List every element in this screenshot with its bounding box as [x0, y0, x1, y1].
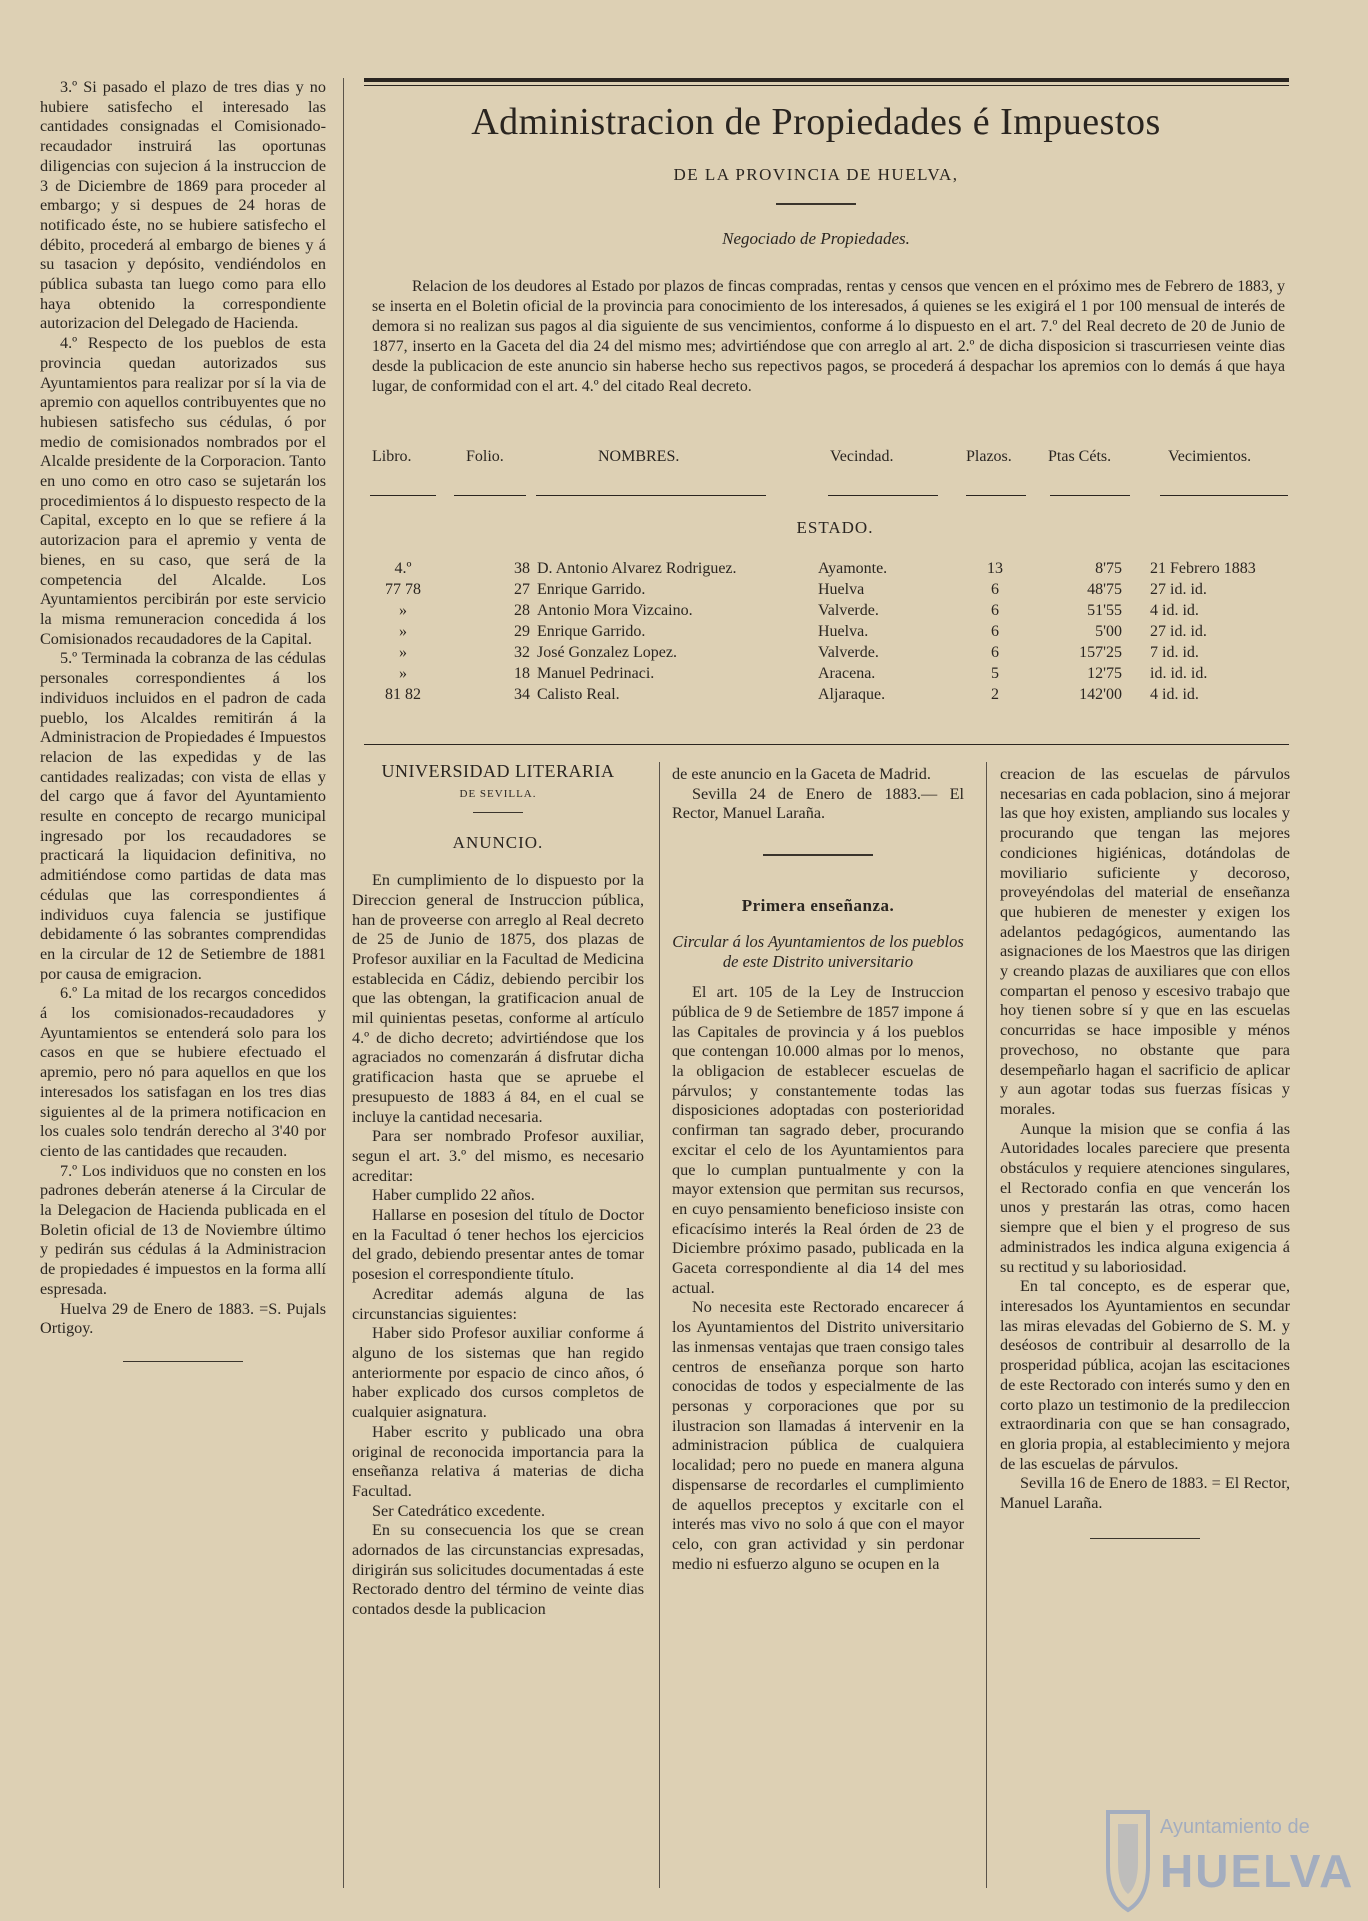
cell-libro: » — [399, 665, 407, 682]
table-header-rule — [828, 495, 938, 496]
cell-folio: 38 — [514, 560, 530, 577]
table-row — [0, 686, 1368, 707]
right-signature: Sevilla 16 de Enero de 1883. = El Rector, Manuel Laraña. — [1000, 1474, 1290, 1513]
table-row — [0, 623, 1368, 644]
cell-nombre: Antonio Mora Vizcaino. — [537, 602, 693, 619]
cell-ptas: 12'75 — [1087, 665, 1122, 682]
table-header-rule — [1160, 495, 1288, 496]
university-paragraph: Acreditar además alguna de las circunstancias siguientes: — [352, 1284, 644, 1323]
university-paragraph: Haber escrito y publicado una obra original de reconocida importancia para la enseñanza relativa á materias de dicha Facultad. — [352, 1422, 644, 1500]
table-row — [0, 644, 1368, 665]
column-divider-left — [343, 78, 344, 1888]
right-paragraph: creacion de las escuelas de párvulos necesarias en cada poblacion, sino á mejorar las que hoy existen, ampliando sus locales y procurando que tengan las mejores condiciones higiénicas, dotándolas de moviliario suficiente y decoroso, proveyéndolas del material de enseñanza que hubieren de menester y exigen los adelantos pedagógicos, aumentando las asignaciones de los Maestros que las dirigen y creando plazas de auxiliares que con ellos compartan el penoso y escesivo trabajo que hoy tienen sobre sí y que en las escuelas concurridas se hace imposible y ménos provechoso, no obstante que para desempeñarlo hagan el sacrificio de aplicar y aun agotar todas sus fuerzas físicas y morales. — [1000, 765, 1290, 1118]
table-header-vecindad: Vecindad. — [830, 448, 894, 465]
university-column — [352, 762, 644, 1620]
cell-vencimiento: 27 id. id. — [1150, 623, 1207, 640]
watermark-line1: Ayuntamiento de — [1160, 1816, 1310, 1838]
notice-paragraph: Relacion de los deudores al Estado por plazos de fincas compradas, rentas y censos que vencen en el próximo mes de Febrero de 1883, y se inserta en el Boletin oficial de la provincia para conocimiento de los interesados, á quienes se les exigirá el 1 por 100 mensual de interés de demora si no realizan sus pagos al dia siguiente de sus vencimientos, conforme á lo dispuesto en el art. 7.º del Real decreto de 20 de Junio de 1877, inserto en la Gaceta del dia 24 del mismo mes; advirtiéndose que con arreglo al art. 2.º de dicha disposicion si trascurriesen veinte dias desde la publicacion de este anuncio sin haberse hecho sus repectivos pagos, se procederá á despachar los apremios con lo demás á que haya lugar, de conformidad con el art. 4.º del citado Real decreto. — [372, 278, 1285, 395]
table-header-rule — [966, 495, 1026, 496]
cell-ptas: 5'00 — [1095, 623, 1122, 640]
table-row — [0, 581, 1368, 602]
archive-watermark — [1104, 1806, 1355, 1916]
table-header-nombres: NOMBRES. — [598, 448, 680, 465]
cell-vencimiento: 21 Febrero 1883 — [1150, 560, 1256, 577]
table-header-rule — [536, 495, 766, 496]
table-header-vencimientos: Vecimientos. — [1168, 448, 1252, 465]
cell-plazos: 6 — [991, 602, 999, 619]
table-bottom-rule — [364, 744, 1289, 745]
table-row — [0, 602, 1368, 623]
cell-ptas: 8'75 — [1095, 560, 1122, 577]
right-end-rule — [1090, 1538, 1200, 1539]
right-paragraph: En tal concepto, es de esperar que, interesados los Ayuntamientos en secundar las miras elevadas del Gobierno de S. M. y deséosos de contribuir al desarrollo de la prosperidad pública, acojan las escitaciones de este Rectorado con interés sumo y den en corto plazo un testimonio de la predileccion extraordinaria con que se han consagrado, en gloria propia, al establecimiento y mejora de las escuelas de párvulos. — [1000, 1277, 1290, 1473]
circular-title: Circular á los Ayuntamientos de los pueblos de este Distrito universitario — [672, 931, 964, 971]
primera-ensenanza-heading: Primera enseñanza. — [741, 896, 895, 916]
middle-paragraph: No necesita este Rectorado encarecer á los Ayuntamientos del Distrito universitario las inmensas ventajas que traen consigo tales centros de enseñanza porque son harto conocidas de todos y especialmente de las personas y corporaciones que por su ilustracion son llamadas á intervenir en la administracion pública de cualquiera localidad; pero no puede en manera alguna dispensarse de recordarles el cumplimiento de aquellos preceptos y excitarle con el interés mas vivo no solo á que con el mayor celo, con gran actividad y sin perdonar medio ni esfuerzo alguno se ocupen en la — [672, 1298, 964, 1573]
cell-vencimiento: 27 id. id. — [1150, 581, 1207, 598]
university-title: UNIVERSIDAD LITERARIA — [381, 761, 615, 781]
cell-libro: 77 78 — [385, 581, 421, 598]
cell-vecindad: Valverde. — [818, 602, 879, 619]
left-paragraph: 7.º Los individuos que no consten en los padrones deberán atenerse á la Circular de la Delegacion de Hacienda publicada en el Boletin oficial de 13 de Noviembre último y pedirán sus cédulas á la Administracion de propiedades é impuestos en la forma allí espresada. — [40, 1161, 326, 1298]
left-paragraph: 3.º Si pasado el plazo de tres dias y no hubiere satisfecho el interesado las cantidades consignadas el Comisionado-recaudador instruirá las oportunas diligencias con sujecion á la instruccion de 3 de Diciembre de 1869 para proceder al embargo; y si despues de 24 horas de notificado éste, no se hubiere satisfecho el débito, procederá al embargo de bienes y á su tasacion y depósito, vendiéndolos en pública subasta tan luego como para ello haya obtenido la correspondiente autorizacion del Delegado de Hacienda. — [40, 78, 326, 333]
left-paragraph: 5.º Terminada la cobranza de las cédulas personales correspondientes á los individuos incluidos en el padron de cada pueblo, los Alcaldes remitirán á la Administracion de Propiedades é Impuestos relacion de las expedidas y de las cantidades realizadas; con vista de ellas y del cargo que á favor del Ayuntamiento resulte en concepto de recargo municipal ingresado por los recaudadores se practicará la liquidacion definitiva, no admitiéndose como partidas de data mas cédulas que las correspondientes á individuos cuya falencia se justifique debidamente ó las sobrantes comprendidas en la circular de 12 de Setiembre de 1881 por causa de emigracion. — [40, 649, 326, 983]
column-divider-middle-2 — [986, 762, 987, 1888]
page-subtitle: DE LA PROVINCIA DE HUELVA, — [673, 165, 959, 184]
middle-signature: Sevilla 24 de Enero de 1883.— El Rector, Manuel Laraña. — [672, 784, 964, 823]
cell-plazos: 13 — [987, 560, 1003, 577]
cell-libro: » — [399, 623, 407, 640]
table-header-rule — [370, 495, 436, 496]
cell-vecindad: Huelva. — [818, 623, 869, 640]
left-end-rule — [123, 1361, 243, 1362]
university-paragraph: Haber cumplido 22 años. — [372, 1186, 535, 1205]
cell-plazos: 6 — [991, 623, 999, 640]
university-subtitle: DE SEVILLA. — [459, 787, 537, 800]
section-heading: Negociado de Propiedades. — [722, 229, 910, 248]
university-paragraph: En cumplimiento de lo dispuesto por la Direccion general de Instruccion pública, han de proveerse con arreglo al Real decreto de 25 de Junio de 1875, dos plazas de Profesor auxiliar en la Facultad de Medicina establecida en Cádiz, debiendo percibir los que las obtengan, la gratificacion anual de mil quinientas pesetas, conforme al artículo 4.º de dicho decreto; advirtiéndose que los agraciados no comenzarán á disfrutar dicha gratificacion hasta que se apruebe el presupuesto de 1883 á 84, en el cual se incluye la cantidad necesaria. — [352, 871, 644, 1126]
cell-libro: 81 82 — [385, 686, 421, 703]
cell-nombre: D. Antonio Alvarez Rodriguez. — [537, 560, 737, 577]
left-paragraph: 4.º Respecto de los pueblos de esta provincia quedan autorizados sus Ayuntamientos para realizar por sí la via de apremio con aquellos contribuyentes que no hubiesen satisfecho sus cédulas, ó por medio de comisionados nombrados por el Alcalde presidente de la Corporacion. Tanto en uno como en otro caso se sujetarán los procedimientos á lo dispuesto respecto de la Capital, excepto en lo que se refiere á la autorizacion para el apremio y venta de bienes, en su caso, que será de la competencia del Alcalde. Los Ayuntamientos percibirán por este servicio la misma remuneracion concedida á los Comisionados recaudadores de la Capital. — [40, 334, 326, 648]
cell-folio: 18 — [514, 665, 530, 682]
page-title: Administracion de Propiedades é Impuestos — [471, 101, 1161, 143]
cell-nombre: Enrique Garrido. — [537, 623, 646, 640]
table-header-rule — [454, 495, 526, 496]
cell-vencimiento: 4 id. id. — [1150, 686, 1199, 703]
right-paragraph: Aunque la mision que se confia á las Autoridades locales pareciere que presenta obstáculos y requiere atenciones singulares, el Rectorado confia en que vencerán los unos y prestarán las otras, como hacen siempre que el bien y el progreso de sus administrados les indica alguna exigencia á su rectitud y su laboriosidad. — [1000, 1119, 1290, 1276]
cell-plazos: 5 — [991, 665, 999, 682]
left-column — [40, 78, 326, 1362]
university-paragraph: Ser Catedrático excedente. — [372, 1501, 546, 1520]
table-header-libro: Libro. — [372, 448, 412, 465]
anuncio-heading: ANUNCIO. — [452, 833, 544, 853]
university-paragraph: Para ser nombrado Profesor auxiliar, segun el art. 3.º del mismo, es necesario acreditar: — [352, 1127, 644, 1185]
cell-nombre: Enrique Garrido. — [537, 581, 646, 598]
cell-libro: » — [399, 644, 407, 661]
cell-ptas: 51'55 — [1087, 602, 1122, 619]
subtitle-rule — [776, 203, 856, 205]
cell-vencimiento: 7 id. id. — [1150, 644, 1199, 661]
table-header-plazos: Plazos. — [966, 448, 1012, 465]
cell-folio: 34 — [514, 686, 530, 703]
table-section-label: ESTADO. — [796, 518, 874, 537]
cell-vecindad: Ayamonte. — [818, 560, 888, 577]
cell-vecindad: Valverde. — [818, 644, 879, 661]
middle-column — [672, 765, 964, 1574]
cell-ptas: 48'75 — [1087, 581, 1122, 598]
university-paragraph: Haber sido Profesor auxiliar conforme á alguno de los sistemas que han regido anteriormente por espacio de cinco años, ó haber explicado dos cursos completos de cualquier asignatura. — [352, 1324, 644, 1422]
middle-continuation: de este anuncio en la Gaceta de Madrid. — [672, 765, 931, 783]
table-row — [0, 560, 1368, 581]
table-header-ptas: Ptas Céts. — [1048, 448, 1112, 465]
middle-paragraph: El art. 105 de la Ley de Instruccion pública de 9 de Setiembre de 1857 impone á las Capitales de provincia y á los pueblos que contengan 10.000 almas por lo menos, la obligacion de establecer escuelas de párvulos; y constantemente todas las disposiciones adoptadas con posterioridad confirman tan sagrado deber, procurando excitar el celo de los Ayuntamientos para que lo cumplan puntualmente y con la mayor extension que permitan sus recursos, en cuyo pensamiento beneficioso insiste con eficacísimo interés la Real órden de 23 de Diciembre próximo pasado, publicada en la Gaceta correspondiente al dia 14 del mes actual. — [672, 983, 964, 1297]
left-signature: Huelva 29 de Enero de 1883. =S. Pujals Ortigoy. — [40, 1299, 326, 1338]
cell-folio: 32 — [514, 644, 530, 661]
table-row — [0, 665, 1368, 686]
table-header-folio: Folio. — [466, 448, 504, 465]
cell-nombre: Calisto Real. — [537, 686, 620, 703]
top-rule — [364, 78, 1289, 82]
cell-vecindad: Aracena. — [818, 665, 876, 682]
university-paragraph: En su consecuencia los que se crean adornados de las circunstancias expresadas, dirigirán sus solicitudes documentadas á este Rectorado dentro del término de veinte dias contados desde la publicacion — [352, 1521, 644, 1619]
cell-libro: » — [399, 602, 407, 619]
cell-vencimiento: id. id. id. — [1150, 665, 1208, 682]
cell-vecindad: Aljaraque. — [818, 686, 886, 703]
cell-libro: 4.º — [394, 560, 412, 577]
watermark-line2: HUELVA — [1160, 1845, 1355, 1897]
table-header-rule — [1050, 495, 1130, 496]
cell-vencimiento: 4 id. id. — [1150, 602, 1199, 619]
left-paragraph: 6.º La mitad de los recargos concedidos á los comisionados-recaudadores y Ayuntamientos se entenderá solo para los casos en que se hubiere efectuado el apremio, pero nó para aquellos en que los interesados los satisfagan en los tres dias siguientes al de la primera notificacion en los cuales solo tendrán derecho al 3'40 por ciento de las cantidades que recauden. — [40, 984, 326, 1160]
right-column — [1000, 765, 1290, 1539]
cell-ptas: 142'00 — [1079, 686, 1122, 703]
cell-plazos: 2 — [991, 686, 999, 703]
column-divider-middle-1 — [659, 762, 660, 1888]
top-rule-thin — [364, 85, 1289, 86]
cell-plazos: 6 — [991, 581, 999, 598]
cell-nombre: Manuel Pedrinaci. — [537, 665, 655, 682]
university-title-rule — [473, 812, 523, 813]
cell-folio: 29 — [514, 623, 530, 640]
cell-ptas: 157'25 — [1079, 644, 1122, 661]
cell-nombre: José Gonzalez Lopez. — [537, 644, 677, 661]
cell-vecindad: Huelva — [818, 581, 865, 598]
middle-separator-rule — [763, 854, 873, 856]
university-paragraph: Hallarse en posesion del título de Doctor en la Facultad ó tener hechos los ejercicios del grado, debiendo presentar antes de tomar posesion el correspondiente título. — [352, 1206, 644, 1284]
cell-folio: 28 — [514, 602, 530, 619]
cell-plazos: 6 — [991, 644, 999, 661]
cell-folio: 27 — [514, 581, 530, 598]
